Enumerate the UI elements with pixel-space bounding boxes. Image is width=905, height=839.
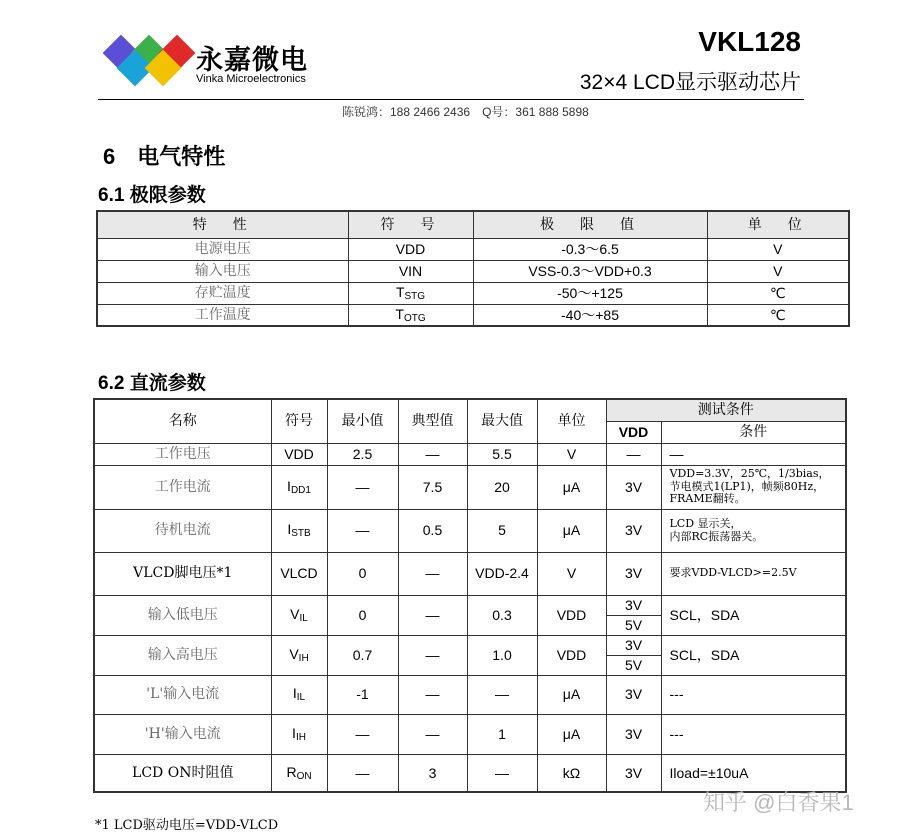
symbol-subscript: IH — [295, 731, 306, 743]
symbol-subscript: IL — [299, 612, 308, 624]
condition: --- — [661, 675, 846, 714]
vdd-option: 3V — [624, 686, 643, 703]
vdd-option: 3V — [624, 636, 643, 653]
symbol-cell — [271, 443, 327, 465]
typ-value: 0.5 — [398, 509, 467, 552]
symbol-cell — [271, 635, 327, 675]
unit-value: VDD — [537, 595, 606, 635]
symbol: I — [287, 477, 291, 494]
param-name: 输入低电压 — [94, 595, 271, 635]
limit-value: VSS-0.3～VDD+0.3 — [473, 260, 707, 282]
column-header: 符号 — [271, 399, 327, 443]
watermark: 知乎 @白香果1 — [703, 790, 854, 815]
vdd-option: 3V — [624, 565, 643, 582]
vdd-value — [606, 595, 661, 635]
table-row — [94, 635, 846, 675]
vdd-option: 3V — [624, 764, 643, 781]
param-name: 'L'输入电流 — [94, 675, 271, 714]
table-row — [94, 595, 846, 635]
symbol-subscript: DD1 — [290, 484, 311, 496]
table-row — [94, 552, 846, 595]
table-row — [97, 304, 849, 326]
symbol: T — [395, 283, 405, 300]
dc-title: 6.2 直流参数 — [98, 373, 206, 394]
dc-params-table — [93, 398, 847, 793]
limit-value: -40～+85 — [473, 304, 707, 326]
symbol-cell — [271, 552, 327, 595]
vdd-option: 5V — [607, 615, 661, 635]
symbol-cell — [348, 304, 473, 326]
vdd-option: — — [626, 445, 641, 462]
max-value: — — [467, 754, 537, 792]
vdd-value — [606, 552, 661, 595]
unit: ℃ — [707, 282, 849, 304]
param-name: LCD ON时阻值 — [94, 754, 271, 792]
condition: — — [661, 443, 846, 465]
table-header-row — [94, 399, 846, 421]
min-value: 0 — [327, 552, 398, 595]
param-name: 输入高电压 — [94, 635, 271, 675]
min-value: 0 — [327, 595, 398, 635]
vdd-value — [606, 509, 661, 552]
footnote: *1 LCD驱动电压=VDD-VLCD — [95, 818, 279, 833]
symbol-subscript: ON — [296, 770, 312, 782]
symbol-cell — [271, 714, 327, 754]
symbol: V — [289, 645, 299, 662]
vdd-value — [606, 714, 661, 754]
condition: VDD=3.3V，25℃，1/3bias， 节电模式1(LP1)，帧频80Hz， FRAME翻转。 — [661, 465, 846, 509]
min-value: -1 — [327, 675, 398, 714]
table-row — [94, 675, 846, 714]
vdd-option: 3V — [624, 522, 643, 539]
column-header: 最大值 — [467, 399, 537, 443]
min-value: 0.7 — [327, 635, 398, 675]
table-row — [97, 260, 849, 282]
vdd-value — [606, 635, 661, 675]
param-name: 工作电流 — [94, 465, 271, 509]
unit-value: μA — [537, 465, 606, 509]
unit-value: μA — [537, 714, 606, 754]
logo-cn: 永嘉微电 — [196, 45, 308, 75]
unit: ℃ — [707, 304, 849, 326]
unit-value: μA — [537, 675, 606, 714]
part-number: VKL128 — [698, 26, 801, 57]
typ-value: 7.5 — [398, 465, 467, 509]
typ-value: — — [398, 635, 467, 675]
condition: SCL，SDA — [661, 635, 846, 675]
table-row — [94, 714, 846, 754]
doc-subtitle: 32×4 LCD显示驱动芯片 — [579, 71, 801, 94]
min-value: — — [327, 465, 398, 509]
unit: V — [707, 260, 849, 282]
symbol-subscript: STB — [291, 528, 311, 540]
min-value: — — [327, 509, 398, 552]
symbol: T — [395, 305, 404, 322]
symbol: V — [290, 605, 300, 622]
column-header: 单 位 — [707, 211, 849, 238]
max-value: 5 — [467, 509, 537, 552]
symbol-cell — [271, 509, 327, 552]
vdd-value — [606, 443, 661, 465]
unit-value: VDD — [537, 635, 606, 675]
min-value: — — [327, 714, 398, 754]
column-header: 符 号 — [348, 211, 473, 238]
symbol: VDD — [395, 240, 426, 257]
unit-value: V — [537, 552, 606, 595]
typ-value: 3 — [398, 754, 467, 792]
vdd-option: 3V — [624, 478, 643, 495]
symbol-cell — [348, 238, 473, 260]
abs-title: 6.1 极限参数 — [98, 185, 206, 206]
column-header: 单位 — [537, 399, 606, 443]
limit-value: -50～+125 — [473, 282, 707, 304]
symbol-subscript: IL — [296, 692, 306, 704]
symbol-cell — [271, 595, 327, 635]
symbol-cell — [271, 754, 327, 792]
param-name: 电源电压 — [97, 238, 348, 260]
vdd-option: 3V — [624, 596, 643, 613]
symbol-subscript: STG — [404, 290, 426, 302]
param-name: 待机电流 — [94, 509, 271, 552]
condition: Iload=±10uA — [661, 754, 846, 792]
test-conditions-header: 测试条件 — [606, 399, 846, 421]
vdd-header: VDD — [606, 421, 661, 443]
max-value: 5.5 — [467, 443, 537, 465]
absolute-max-table — [96, 210, 850, 327]
symbol: VLCD — [280, 565, 318, 582]
unit: V — [707, 238, 849, 260]
unit-value: kΩ — [537, 754, 606, 792]
column-header: 特 性 — [97, 211, 348, 238]
param-name: 工作温度 — [97, 304, 348, 326]
condition: 要求VDD-VLCD>=2.5V — [661, 552, 846, 595]
table-row — [97, 238, 849, 260]
min-value: 2.5 — [327, 443, 398, 465]
table-row — [94, 443, 846, 465]
section-title: 6 电气特性 — [103, 144, 226, 169]
typ-value: — — [398, 595, 467, 635]
column-header: 最小值 — [327, 399, 398, 443]
vdd-option: 3V — [624, 725, 643, 742]
unit-value: μA — [537, 509, 606, 552]
param-name: 工作电压 — [94, 443, 271, 465]
vdd-value — [606, 675, 661, 714]
table-row — [97, 282, 849, 304]
max-value: — — [467, 675, 537, 714]
column-header: 典型值 — [398, 399, 467, 443]
typ-value: — — [398, 714, 467, 754]
typ-value: — — [398, 443, 467, 465]
symbol-cell — [348, 282, 473, 304]
symbol-subscript: OTG — [403, 312, 426, 324]
condition: --- — [661, 714, 846, 754]
header-rule — [98, 99, 804, 100]
contact: 陈锐鸿：188 2466 2436 Q号：361 888 5898 — [342, 105, 589, 119]
max-value: VDD-2.4 — [467, 552, 537, 595]
vdd-option: 5V — [607, 655, 661, 675]
condition-header: 条件 — [661, 421, 846, 443]
table-row — [94, 509, 846, 552]
param-name: 'H'输入电流 — [94, 714, 271, 754]
symbol: VDD — [284, 445, 314, 462]
column-header: 名称 — [94, 399, 271, 443]
column-header: 极 限 值 — [473, 211, 707, 238]
symbol: I — [287, 521, 292, 538]
symbol: I — [292, 724, 296, 741]
param-name: 存贮温度 — [97, 282, 348, 304]
symbol-subscript: IH — [298, 652, 309, 664]
unit-value: V — [537, 443, 606, 465]
symbol: I — [292, 685, 297, 702]
param-name: 输入电压 — [97, 260, 348, 282]
max-value: 1 — [467, 714, 537, 754]
max-value: 20 — [467, 465, 537, 509]
typ-value: — — [398, 552, 467, 595]
logo-en: Vinka Microelectronics — [196, 73, 306, 85]
table-row — [94, 465, 846, 509]
symbol-cell — [271, 675, 327, 714]
condition: SCL，SDA — [661, 595, 846, 635]
symbol: VIN — [398, 262, 423, 279]
table-header-row — [97, 211, 849, 238]
max-value: 0.3 — [467, 595, 537, 635]
symbol-cell — [348, 260, 473, 282]
vdd-value — [606, 465, 661, 509]
symbol-cell — [271, 465, 327, 509]
vdd-value — [606, 754, 661, 792]
limit-value: -0.3～6.5 — [473, 238, 707, 260]
param-name: VLCD脚电压*1 — [94, 552, 271, 595]
condition: LCD 显示关， 内部RC振荡器关。 — [661, 509, 846, 552]
typ-value: — — [398, 675, 467, 714]
max-value: 1.0 — [467, 635, 537, 675]
min-value: — — [327, 754, 398, 792]
symbol: R — [286, 763, 297, 780]
